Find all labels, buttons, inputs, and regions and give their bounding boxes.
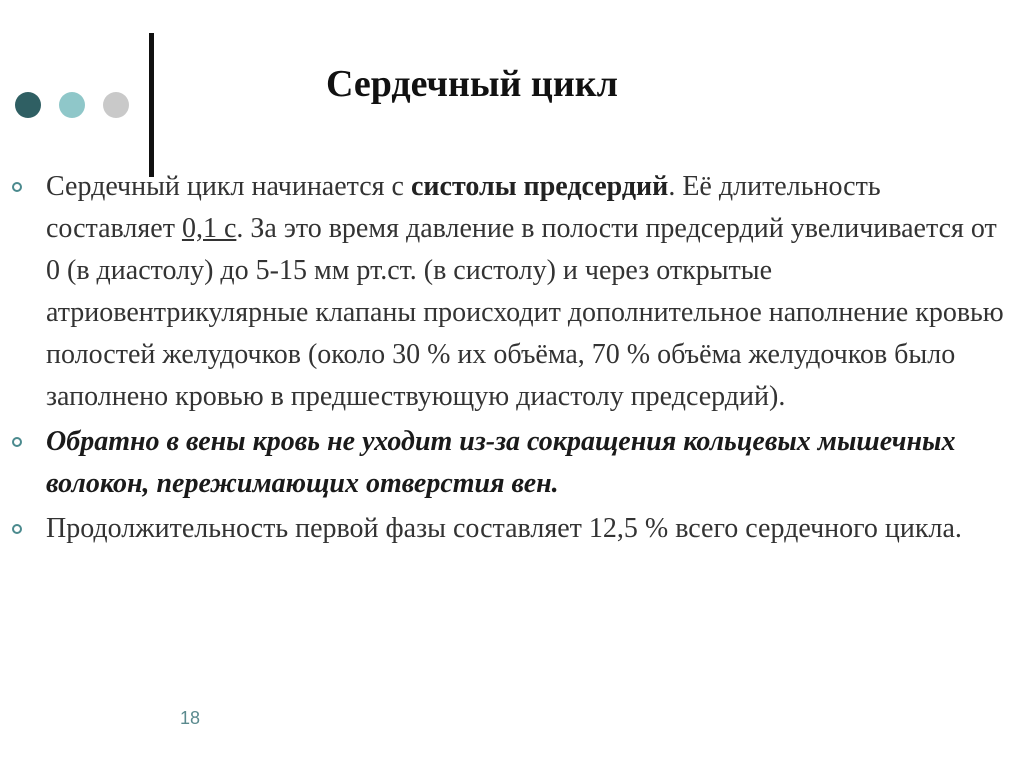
bullet-1-text-a: Сердечный цикл начинается с	[46, 171, 411, 202]
bullet-list	[46, 166, 1006, 550]
bullet-item-1	[46, 166, 1006, 418]
decor-dot-dark	[15, 92, 41, 118]
bullet-circle-icon	[12, 182, 22, 192]
bullet-circle-icon	[12, 524, 22, 534]
bullet-1-duration: 0,1 с	[181, 213, 237, 244]
bullet-item-2	[46, 421, 1006, 505]
decor-dot-gray	[103, 92, 129, 118]
bullet-circle-icon	[12, 437, 22, 447]
bullet-item-3	[46, 508, 1006, 550]
bullet-2-text: Обратно в вены кровь не уходит из-за сокращения кольцевых мышечных волокон, пережимающих отверстия вен.	[46, 426, 956, 499]
bullet-1-text-c: . За это время давление в полости предсердий увеличивается от 0 (в диастолу) до 5-15 мм рт.ст. (в систолу) и через открытые атриовентрикулярные клапаны происходит дополнительное наполнение кровью полостей желудочков (около 30 % их объёма, 70 % объёма желудочков было заполнено кровью в предшествующую диастолу предсердий).	[46, 213, 1004, 412]
bullet-3-text: Продолжительность первой фазы составляет 12,5 % всего сердечного цикла.	[46, 513, 962, 544]
slide-title: Сердечный цикл	[326, 63, 618, 105]
bullet-1-strong: систолы предсердий	[410, 171, 669, 202]
decor-dot-teal	[59, 92, 85, 118]
bullet-1-text-b: . Её длительность составляет	[46, 171, 881, 244]
slide-number: 18	[180, 708, 201, 728]
title-divider	[149, 33, 154, 177]
